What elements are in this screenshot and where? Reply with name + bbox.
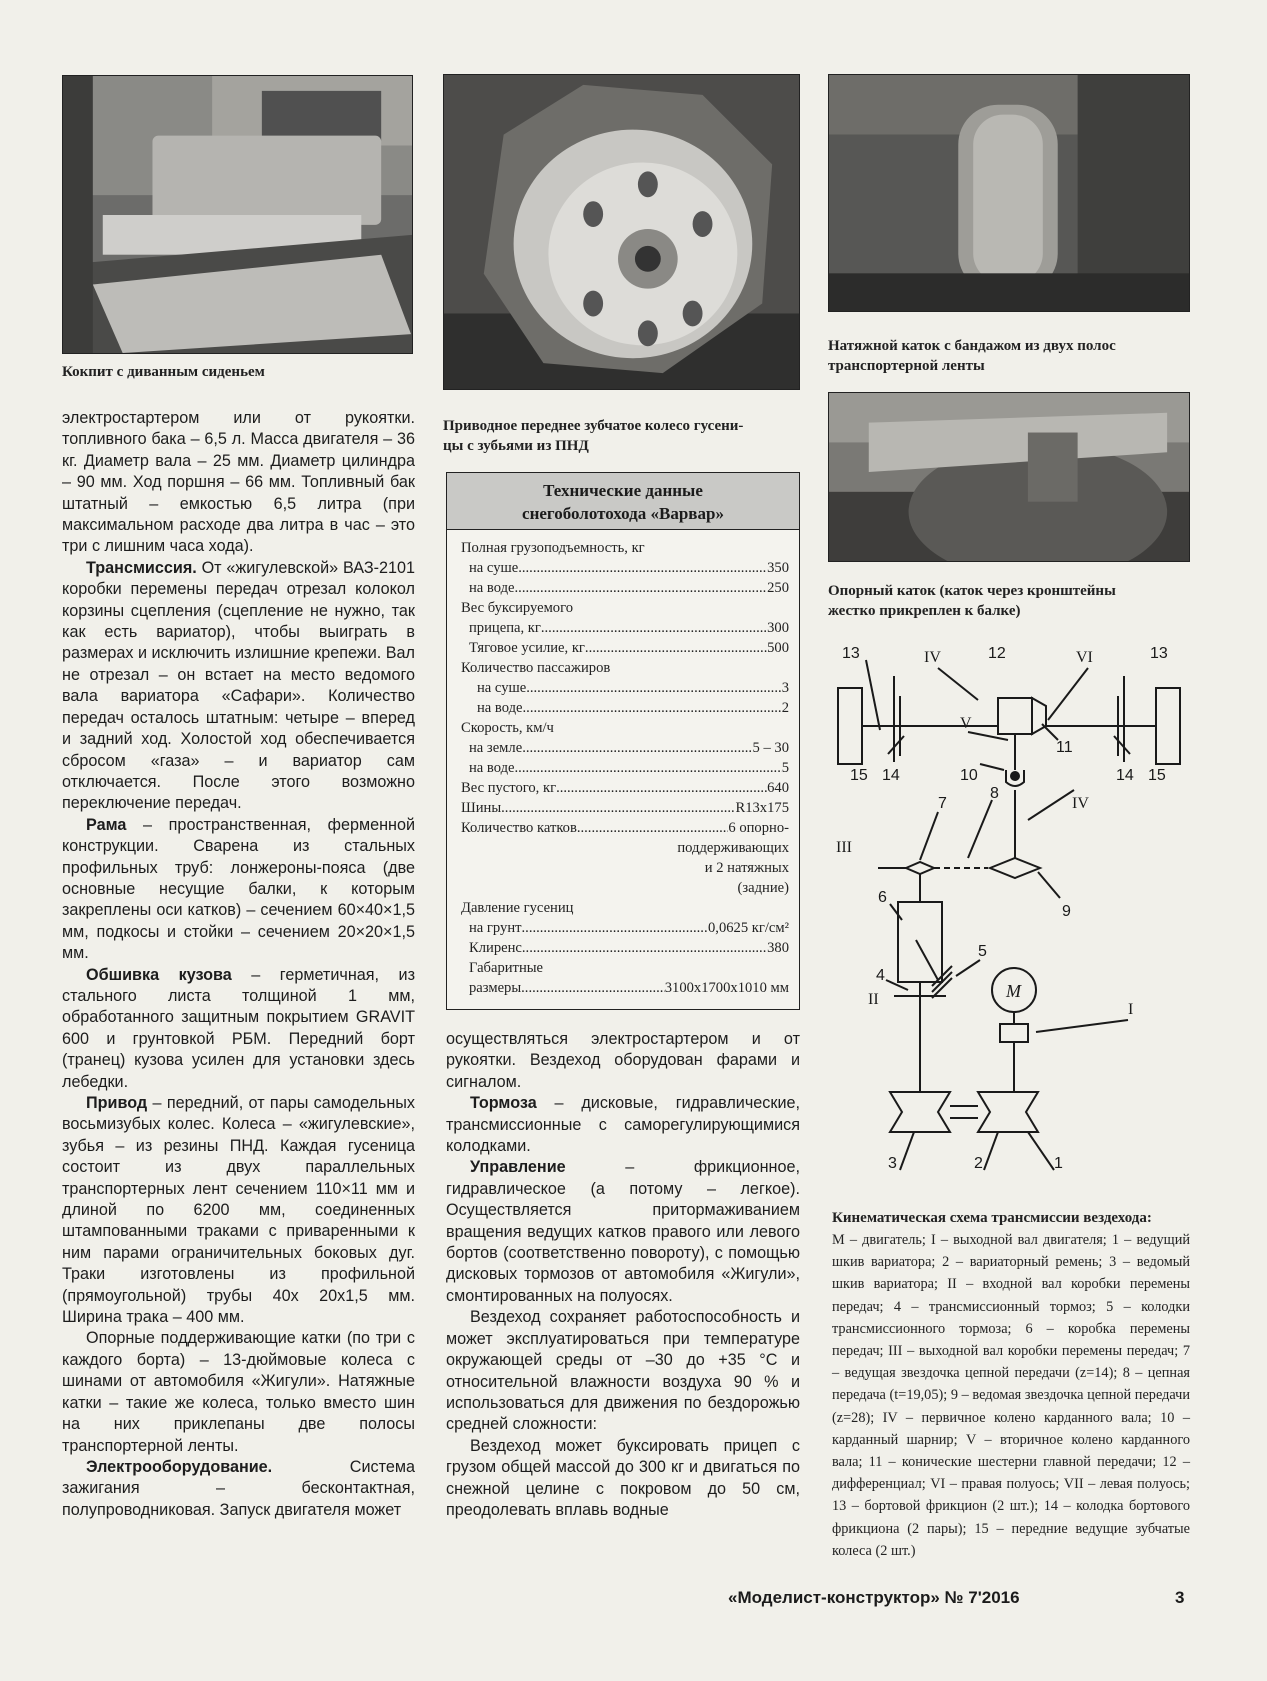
paragraph-text: – герметичная, из стального листа толщиной 1 мм, обработанного защитным покрытием GRAVIT 600 и грунтовкой РБМ. Передний борт (транец) кузова усилен для установки здесь лебедки. xyxy=(62,965,416,1091)
caption-line: транспортерной ленты xyxy=(828,358,985,374)
spec-row-cont: и 2 натяжных xyxy=(704,860,789,876)
diagram-part xyxy=(1000,1024,1028,1042)
paragraph xyxy=(62,965,415,1093)
label-15-left: 15 xyxy=(850,767,868,784)
spec-table-body xyxy=(447,530,799,998)
spec-row xyxy=(461,898,789,918)
label-iv-upper: IV xyxy=(924,649,941,666)
spec-value: 380 xyxy=(767,940,789,956)
paragraph-text: – передний, от пары самодельных восьмизубых колес. Колеса – «жигулевские», зубья – из резины ПНД. Каждая гусеница состоит из двух параллельных транспортерных лент сечением 110×11 мм и длиной по 6200 мм, соединенных штампованными траками с приваренными к ним парами ограничительных боковых дуг. Траки изготовлены из профильной (прямоугольной) трубы 40х 20х1,5 мм. Ширина трака – 400 мм. xyxy=(62,1094,415,1327)
paragraph xyxy=(62,1093,415,1328)
label-12: 12 xyxy=(988,645,1006,662)
spec-row-cont: (задние) xyxy=(737,880,789,896)
caption-line: жестко прикреплен к балке) xyxy=(828,603,1021,619)
spec-value: 500 xyxy=(767,640,789,656)
paragraph: Опорные поддерживающие катки (по три с каждого борта) – 13-дюймовые колеса с шинами от автомобиля «Жигули». Натяжные катки – такие же колеса, только вместо шин на них приклепаны две полосы транспортерной ленты. xyxy=(62,1329,415,1455)
spec-row-cont: поддерживающих xyxy=(677,840,789,856)
spec-row xyxy=(461,598,789,618)
label-vi: VI xyxy=(1076,649,1093,666)
photo-tension-roller xyxy=(828,74,1190,312)
magazine-footer: «Моделист-конструктор» № 7'2016 xyxy=(728,1588,1020,1607)
spec-row xyxy=(461,658,789,678)
spec-label: на воде xyxy=(469,760,515,776)
spec-label: Полная грузоподъемность, кг xyxy=(461,540,645,556)
spec-value: 2 xyxy=(781,700,789,716)
article-column-1 xyxy=(62,408,415,1521)
spec-row xyxy=(461,678,789,698)
spec-label: на суше xyxy=(477,680,527,696)
label-v: V xyxy=(960,715,972,732)
label-iv-lower: IV xyxy=(1072,795,1089,812)
paragraph: осуществляться электростартером и от рукоятки. Вездеход оборудован фарами и сигналом. xyxy=(446,1030,800,1091)
spec-label: размеры xyxy=(469,980,522,996)
spec-row xyxy=(461,718,789,738)
drive-pulley xyxy=(978,1092,1038,1132)
spec-label: на грунт xyxy=(469,920,522,936)
spec-value: 3 xyxy=(781,680,789,696)
spec-row xyxy=(461,778,789,798)
spec-value: R13x175 xyxy=(735,800,789,816)
paragraph-text: – фрикционное, гидравлическое (а потому – легкое). Осуществляется притормаживанием вращения ведущих катков правого или левого бортов (соответственно повороту), с помощью дисковых тормозов от автомобиля «Жигули», смонтированных на полуосях. xyxy=(446,1158,800,1305)
paragraph-text: – пространственная, ферменной конструкции. Сварена из стальных профильных труб: лонжероны-пояса (две основные несущие балки, к которым закреплены оси катков) – сечением 60×40×1,5 мм, подкосы и стойки – сечением 20×20×1,5 мм. xyxy=(62,815,415,963)
spec-table-title xyxy=(447,473,799,530)
spec-label: на суше xyxy=(469,560,519,576)
spec-value: 300 xyxy=(767,620,789,636)
paragraph xyxy=(446,1093,800,1157)
label-7: 7 xyxy=(938,795,947,812)
right-drive-wheel xyxy=(1156,688,1180,764)
label-4: 4 xyxy=(876,967,885,984)
label-6: 6 xyxy=(878,889,887,906)
paragraph xyxy=(62,815,415,965)
spec-label: Количество катков xyxy=(461,820,577,836)
spec-table xyxy=(446,472,800,1010)
spec-value: 640 xyxy=(767,780,789,796)
caption-line: цы с зубьями из ПНД xyxy=(443,438,589,454)
paragraph-text: Система зажигания – бесконтактная, полупроводниковая. Запуск двигателя может xyxy=(62,1457,415,1519)
left-drive-wheel xyxy=(838,688,862,764)
spec-row xyxy=(461,978,789,998)
spec-row xyxy=(461,578,789,598)
label-9: 9 xyxy=(1062,903,1071,920)
spec-row xyxy=(461,698,789,718)
legend-text: М – двигатель; I – выходной вал двигателя; 1 – ведущий шкив вариатора; 2 – вариаторный ремень; 3 – ведомый шкив вариатора; II – входной вал коробки перемены передач; 4 – трансмиссионный тормоз; 5 – колодки трансмиссионного тормоза; 6 – коробка перемены передач; III – выходной вал коробки перемены передач; 7 – ведущая звездочка цепной передачи (z=14); 8 – цепная передача (t=19,05); 9 – ведомая звездочка цепной передачи (z=28); IV – первичное колено карданного вала; 10 – карданный шарнир; V – вторичное колено карданного вала; 11 – конические шестерни главной передачи; 12 – дифференциал; VI – правая полуось; VII – левая полуось; 13 – бортовой фрикцион (2 шт.); 14 – колодка бортового фрикциона (2 пары); 15 – передние ведущие зубчатые колеса (2 шт.) xyxy=(832,1232,1190,1559)
label-10: 10 xyxy=(960,767,978,784)
section-heading: Электрооборудование. xyxy=(86,1457,273,1476)
diagram-legend xyxy=(832,1207,1190,1562)
gearbox xyxy=(898,902,942,982)
spec-value: 6 опорно- xyxy=(728,820,789,836)
spec-value: 0,0625 кг/см² xyxy=(708,920,789,936)
spec-label: на воде xyxy=(469,580,515,596)
paragraph-text: От «жигулевской» ВАЗ-2101 коробки перемены передач отрезал колокол корзины сцепления (сцепление не нужно, так как есть вариатор), чтобы выиграть в размерах и исключить излишние крепежи. Вал не отрезал – он встает на место ведомого вала вариатора «Сафари». Количество передач осталось штатным: четыре – вперед и задний ход. Холостой ход обеспечивается сбросом «газа» – и вариатор сам отключается. После этого возможно переключение передач. xyxy=(62,558,415,813)
spec-row xyxy=(461,958,789,978)
page-number: 3 xyxy=(1175,1588,1185,1607)
spec-row xyxy=(461,738,789,758)
spec-label: Габаритные xyxy=(469,960,544,976)
spec-label: Клиренс xyxy=(469,940,522,956)
spec-row xyxy=(461,758,789,778)
paragraph: Вездеход может буксировать прицеп с грузом общей массой до 300 кг и двигаться по снежной целине с покровом до 50 см, преодолевать вплавь водные xyxy=(446,1436,800,1519)
spec-label: на земле xyxy=(469,740,523,756)
label-13-right: 13 xyxy=(1150,645,1168,662)
spec-row xyxy=(461,918,789,938)
spec-label: Количество пассажиров xyxy=(461,660,611,676)
label-14-right: 14 xyxy=(1116,767,1134,784)
caption-line: Приводное переднее зубчатое колесо гусени- xyxy=(443,418,744,434)
spec-title-line: снегоболотохода «Варвар» xyxy=(522,504,724,523)
spec-value: 350 xyxy=(767,560,789,576)
label-11: 11 xyxy=(1056,739,1073,756)
spec-row xyxy=(461,638,789,658)
section-heading: Трансмиссия. xyxy=(86,558,197,577)
caption-cockpit: Кокпит с диванным сиденьем xyxy=(62,364,265,380)
label-i: I xyxy=(1128,1001,1134,1018)
section-heading: Обшивка кузова xyxy=(86,965,232,984)
paragraph xyxy=(446,1157,800,1307)
label-8: 8 xyxy=(990,785,999,802)
label-5: 5 xyxy=(978,943,987,960)
spec-value: 3100x1700x1010 мм xyxy=(664,980,789,996)
article-column-2 xyxy=(446,1029,800,1521)
spec-label: прицепа, кг xyxy=(469,620,541,636)
paragraph: Вездеход сохраняет работоспособность и может эксплуатироваться при температуре окружающей среды от –30 до +35 °С и относительной влажности воздуха 90 % и использоваться для движения по бездорожью средней сложности: xyxy=(446,1308,800,1434)
driven-sprocket xyxy=(990,858,1040,878)
spec-title-line: Технические данные xyxy=(543,481,703,500)
spec-label: Давление гусениц xyxy=(461,900,574,916)
spec-row xyxy=(461,538,789,558)
paragraph-text: – дисковые, гидравлические, трансмиссионные с саморегулирующимися колодками. xyxy=(446,1094,800,1156)
spec-label: Скорость, км/ч xyxy=(461,720,554,736)
caption-drive-wheel xyxy=(443,416,743,456)
caption-line: Опорный каток (каток через кронштейны xyxy=(828,583,1116,599)
spec-row xyxy=(461,938,789,958)
label-13-left: 13 xyxy=(842,645,860,662)
paragraph xyxy=(62,1457,415,1521)
spec-row xyxy=(461,558,789,578)
spec-row xyxy=(461,818,789,838)
label-1: 1 xyxy=(1054,1155,1063,1172)
spec-label: Шины xyxy=(461,800,502,816)
diagram-part xyxy=(1011,772,1019,780)
label-2: 2 xyxy=(974,1155,983,1172)
spec-value: 5 xyxy=(781,760,789,776)
photo-drive-wheel xyxy=(443,74,800,390)
caption-line: Натяжной каток с бандажом из двух полос xyxy=(828,338,1116,354)
caption-support-roller xyxy=(828,581,1116,621)
spec-value: 5 – 30 xyxy=(752,740,789,756)
spec-label: Вес пустого, кг xyxy=(461,780,557,796)
kinematic-diagram xyxy=(828,640,1190,1180)
spec-label: Тяговое усилие, кг xyxy=(469,640,585,656)
label-iii: III xyxy=(836,839,852,856)
driven-pulley xyxy=(890,1092,950,1132)
spec-row xyxy=(461,618,789,638)
photo-support-roller xyxy=(828,392,1190,562)
section-heading: Рама xyxy=(86,815,127,834)
label-14-left: 14 xyxy=(882,767,900,784)
differential xyxy=(998,698,1032,734)
label-motor: M xyxy=(1006,981,1021,1001)
label-15-right: 15 xyxy=(1148,767,1166,784)
section-heading: Привод xyxy=(86,1094,148,1112)
spec-row xyxy=(461,798,789,818)
diagram-part xyxy=(1032,698,1046,734)
label-ii: II xyxy=(868,991,879,1008)
paragraph: электростартером или от рукоятки. топливного бака – 6,5 л. Масса двигателя – 36 кг. Диаметр вала – 25 мм. Диаметр цилиндра – 90 мм. Ход поршня – 66 мм. Топливный бак штатный – емкостью 6,5 литра (при максимальном расходе два литра в час – это три с лишним часа хода). xyxy=(62,409,415,556)
spec-label: Вес буксируемого xyxy=(461,600,574,616)
photo-cockpit xyxy=(62,75,413,354)
spec-value: 250 xyxy=(767,580,789,596)
caption-tension-roller xyxy=(828,336,1116,376)
section-heading: Тормоза xyxy=(470,1094,537,1113)
label-3: 3 xyxy=(888,1155,897,1172)
legend-title: Кинематическая схема трансмиссии вездехода: xyxy=(832,1210,1152,1226)
spec-label: на воде xyxy=(477,700,523,716)
drive-sprocket xyxy=(906,862,934,874)
paragraph xyxy=(62,558,415,815)
section-heading: Управление xyxy=(470,1158,566,1177)
